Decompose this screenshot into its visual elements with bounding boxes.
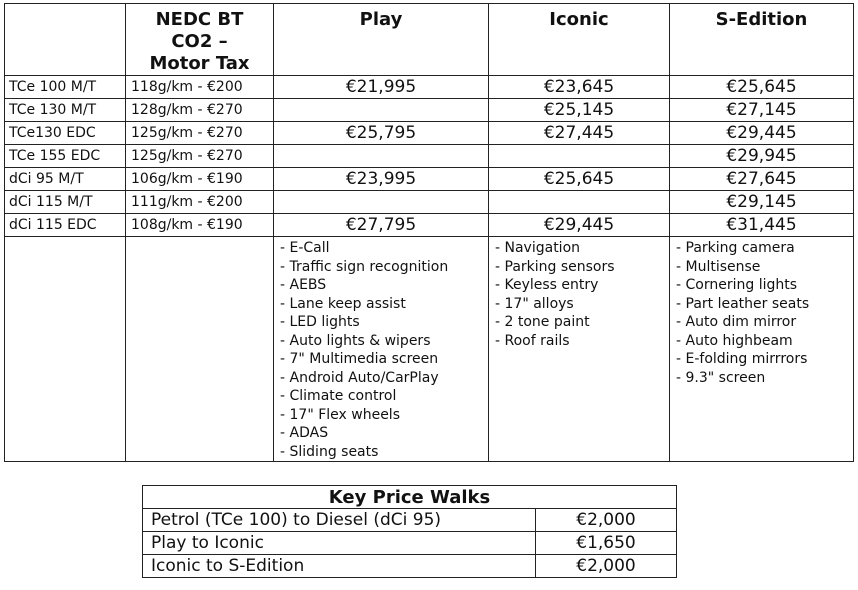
feature-item: - Roof rails: [495, 332, 570, 349]
co2-tax-cell: 125g/km - €270: [126, 145, 274, 168]
price-table-header-row: [5, 4, 854, 76]
engine-cell: TCe 155 EDC: [5, 145, 126, 168]
engine-cell: TCe 100 M/T: [5, 76, 126, 99]
s-edition-features-cell: [670, 237, 854, 462]
walk-value: €2,000: [536, 509, 677, 532]
play-price-cell: €21,995: [274, 76, 489, 99]
feature-item: - Traffic sign recognition: [280, 258, 449, 275]
iconic-price-cell: €25,645: [489, 168, 670, 191]
iconic-feature-list: [489, 237, 669, 350]
feature-item: - Parking camera: [676, 240, 795, 256]
co2-tax-cell: 128g/km - €270: [126, 99, 274, 122]
iconic-price-cell: [489, 191, 670, 214]
feature-item: - Parking sensors: [495, 258, 615, 275]
engine-cell: dCi 115 M/T: [5, 191, 126, 214]
feature-item: - E-folding mirrrors: [676, 351, 808, 367]
price-walks-title-row: [143, 486, 677, 509]
feature-item: - 2 tone paint: [495, 314, 590, 330]
header-co2-motor-tax: [126, 4, 274, 76]
table-row: [5, 76, 854, 99]
table-row: [5, 99, 854, 122]
play-price-cell: [274, 99, 489, 122]
play-price-cell: €27,795: [274, 214, 489, 237]
walk-value: €1,650: [536, 532, 677, 555]
feature-item: - Auto highbeam: [676, 332, 793, 349]
play-price-cell: [274, 145, 489, 168]
header-blank-cell: [5, 4, 126, 76]
feature-item: - Auto lights & wipers: [280, 332, 431, 349]
co2-tax-cell: 106g/km - €190: [126, 168, 274, 191]
table-row: [143, 532, 677, 555]
s-edition-price-cell: €27,145: [670, 99, 854, 122]
engine-cell: dCi 115 EDC: [5, 214, 126, 237]
walk-label: Play to Iconic: [143, 532, 536, 555]
table-row: [143, 555, 677, 578]
feature-item: - 17" Flex wheels: [280, 406, 400, 423]
co2-tax-cell: 108g/km - €190: [126, 214, 274, 237]
iconic-price-cell: €25,145: [489, 99, 670, 122]
walk-label: Iconic to S-Edition: [143, 555, 536, 578]
iconic-price-cell: €23,645: [489, 76, 670, 99]
features-blank-cell: [126, 237, 274, 462]
header-s-edition: S-Edition: [670, 4, 854, 76]
play-price-cell: €25,795: [274, 122, 489, 145]
play-price-cell: €23,995: [274, 168, 489, 191]
co2-tax-cell: 125g/km - €270: [126, 122, 274, 145]
feature-item: - Multisense: [676, 258, 761, 275]
table-row: [5, 122, 854, 145]
engine-cell: TCe 130 M/T: [5, 99, 126, 122]
walk-value: €2,000: [536, 555, 677, 578]
feature-item: - Navigation: [495, 240, 581, 256]
table-row: [5, 168, 854, 191]
price-table: [4, 3, 854, 462]
feature-item: - 9.3" screen: [676, 369, 766, 386]
s-edition-price-cell: €29,945: [670, 145, 854, 168]
feature-item: - Lane keep assist: [280, 295, 406, 312]
s-edition-price-cell: €25,645: [670, 76, 854, 99]
price-walks-title: Key Price Walks: [143, 486, 677, 509]
table-row: [5, 145, 854, 168]
feature-item: - 7" Multimedia screen: [280, 351, 439, 367]
header-co2-line: CO2 –: [171, 31, 228, 52]
feature-item: - E-Call: [280, 240, 330, 256]
engine-cell: dCi 95 M/T: [5, 168, 126, 191]
feature-item: - Part leather seats: [676, 295, 810, 312]
table-row: [5, 191, 854, 214]
iconic-price-cell: €27,445: [489, 122, 670, 145]
table-row: [143, 509, 677, 532]
feature-item: - ADAS: [280, 425, 329, 441]
header-co2-line: Motor Tax: [149, 53, 250, 74]
co2-tax-cell: 111g/km - €200: [126, 191, 274, 214]
feature-item: - 17" alloys: [495, 295, 574, 312]
features-row: [5, 237, 854, 462]
s-edition-price-cell: €29,145: [670, 191, 854, 214]
price-walks-table: [142, 485, 677, 578]
feature-item: - Cornering lights: [676, 277, 798, 293]
feature-item: - LED lights: [280, 314, 360, 330]
s-edition-feature-list: [670, 237, 853, 387]
feature-item: - Android Auto/CarPlay: [280, 369, 439, 386]
table-row: [5, 214, 854, 237]
s-edition-price-cell: €31,445: [670, 214, 854, 237]
iconic-features-cell: [489, 237, 670, 462]
engine-cell: TCe130 EDC: [5, 122, 126, 145]
co2-tax-cell: 118g/km - €200: [126, 76, 274, 99]
iconic-price-cell: €29,445: [489, 214, 670, 237]
feature-item: - Sliding seats: [280, 443, 379, 460]
feature-item: - Keyless entry: [495, 277, 599, 293]
iconic-price-cell: [489, 145, 670, 168]
feature-item: - AEBS: [280, 277, 327, 293]
play-features-cell: [274, 237, 489, 462]
walk-label: Petrol (TCe 100) to Diesel (dCi 95): [143, 509, 536, 532]
header-iconic: Iconic: [489, 4, 670, 76]
feature-item: - Auto dim mirror: [676, 314, 797, 330]
feature-item: - Climate control: [280, 388, 397, 404]
s-edition-price-cell: €27,645: [670, 168, 854, 191]
header-play: Play: [274, 4, 489, 76]
play-price-cell: [274, 191, 489, 214]
features-blank-cell: [5, 237, 126, 462]
header-co2-line: NEDC BT: [155, 9, 244, 30]
s-edition-price-cell: €29,445: [670, 122, 854, 145]
play-feature-list: [274, 237, 488, 461]
